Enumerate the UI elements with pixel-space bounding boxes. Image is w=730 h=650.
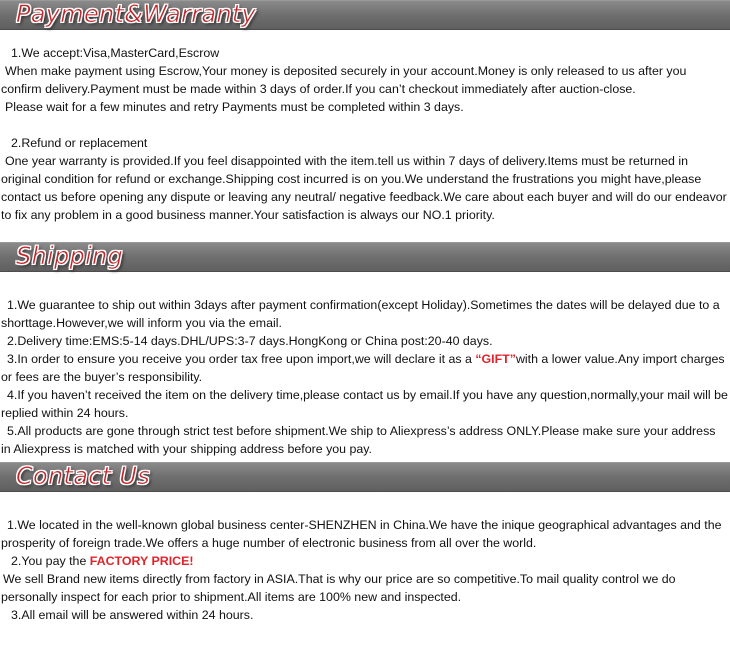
gift-highlight: “GIFT” [475, 352, 516, 366]
shipping-title: Shipping [16, 242, 124, 270]
factory-price-highlight: FACTORY PRICE! [89, 554, 194, 568]
shipping-item-1: 1.We guarantee to ship out within 3days after payment confirmation(except Holiday).Sometimes the dates will be delayed due to a shorttage.However,we will inform you via the email. [1, 298, 720, 330]
contact-section [0, 492, 730, 624]
shipping-item-3-text: 3.In order to ensure you receive you order tax free upon import,we will declare it as a [7, 352, 476, 366]
contact-item-2-body: We sell Brand new items directly from factory in ASIA.That is why our price are so competitive.To mail quality control we do personally inspect for each prior to shipment.All items are 100% new and inspected. [1, 572, 676, 604]
payment-section [0, 30, 730, 224]
contact-item-2-text: 2.You pay the [11, 554, 90, 568]
warranty-paragraph: One year warranty is provided.If you feel disappointed with the item.tell us within 7 days of delivery.Items must be returned in original condition for refund or exchange.Shipping cost incurred is on you.We understand the frustrations you might have,please contact us before opening any dispute or leaving any neutral/ negative feedback.We care about each buyer and will do our endeavor to fix any problem in a good business manner.Your satisfaction is always our NO.1 priority. [1, 154, 727, 222]
contact-us-banner [0, 462, 730, 492]
shipping-item-3-rest: with a lower value.Any import charges or fees are the buyer’s responsibility. [1, 352, 725, 384]
contact-item-2-heading [1, 552, 728, 570]
shipping-item-5: 5.All products are gone through strict test before shipment.We ship to Aliexpress’s address ONLY.Please make sure your address in Aliexpress is matched with your shipping address before you pay. [1, 424, 716, 456]
shipping-banner [0, 242, 730, 272]
contact-item-1: 1.We located in the well-known global business center-SHENZHEN in China.We have the inique geographical advantages and the prosperity of foreign trade.We offers a huge number of electronic business from all over the world. [1, 518, 722, 550]
contact-us-title: Contact Us [16, 462, 151, 490]
shipping-item-4: 4.If you haven’t received the item on the delivery time,please contact us by email.If you have any question,normally,your mail will be replied within 24 hours. [1, 388, 728, 420]
shipping-item-3 [1, 350, 728, 386]
shipping-section [0, 272, 730, 458]
payment-warranty-title: Payment&Warranty [16, 0, 257, 28]
refund-heading: 2.Refund or replacement [11, 136, 148, 150]
payment-warranty-banner [0, 0, 730, 30]
escrow-paragraph: When make payment using Escrow,Your money is deposited securely in your account.Money is only released to us after you confirm delivery.Payment must be made within 3 days of order.If you can’t checkout immediately after auction-close. [1, 64, 687, 96]
contact-item-3: 3.All email will be answered within 24 hours. [11, 608, 254, 622]
payment-methods-heading: 1.We accept:Visa,MasterCard,Escrow [11, 46, 220, 60]
shipping-item-2: 2.Delivery time:EMS:5-14 days.DHL/UPS:3-7 days.HongKong or China post:20-40 days. [7, 334, 493, 348]
payment-retry-paragraph: Please wait for a few minutes and retry Payments must be completed within 3 days. [5, 100, 464, 114]
